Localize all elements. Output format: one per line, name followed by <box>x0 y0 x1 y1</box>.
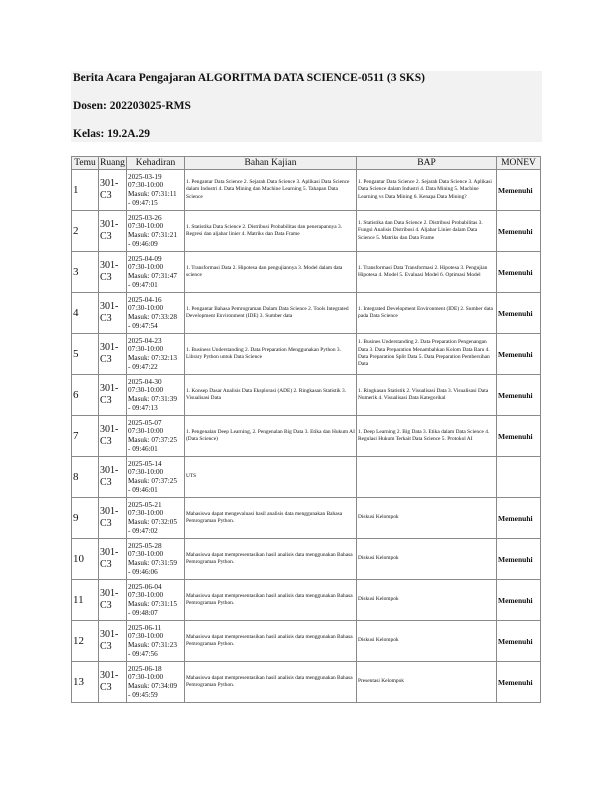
cell-temu <box>72 293 99 334</box>
topic-text: Mahasiswa dapat mempresentasikan hasil analisis data menggunakan Bahasa Pemrograman Python. <box>186 592 353 606</box>
meeting-number: 4 <box>73 307 79 319</box>
cell-monev <box>497 170 541 211</box>
bap-text: Diskusi Kelompok <box>358 555 399 562</box>
cell-kehadiran <box>127 170 185 211</box>
check-out-time: - 09:47:02 <box>128 526 158 535</box>
cell-kehadiran <box>127 457 185 498</box>
topic-text: Mahasiswa dapat mengevaluasi hasil analisis data menggunakan Bahasa Pemrograman Python. <box>186 510 343 524</box>
bap-text: Diskusi Kelompok <box>358 637 399 644</box>
room-code: 301-C3 <box>100 424 119 447</box>
cell-ruang <box>99 293 127 334</box>
check-out-time: - 09:46:06 <box>128 567 158 576</box>
col-header-ruang: Ruang <box>100 158 125 168</box>
bap-text: Presentasi Kelompok <box>358 678 404 685</box>
cell-bap <box>357 293 497 334</box>
room-code: 301-C3 <box>100 670 119 693</box>
cell-ruang <box>99 375 127 416</box>
meeting-number: 1 <box>73 184 79 196</box>
meeting-date: 2025-05-14 <box>128 459 162 468</box>
cell-bap <box>357 621 497 662</box>
topic-text: 1. Pengenalan Deep Learning, 2. Pengenalan Big Data 3. Etika dan Hukum AI (Data Science) <box>186 428 355 442</box>
cell-temu <box>72 621 99 662</box>
cell-monev <box>497 539 541 580</box>
check-out-time: - 09:47:22 <box>128 362 158 371</box>
cell-monev <box>497 662 541 703</box>
meeting-time: 07:30-10:00 <box>128 509 164 518</box>
meeting-number: 8 <box>73 471 79 483</box>
table-row <box>72 252 541 293</box>
cell-temu <box>72 457 99 498</box>
bap-text: 1. Busines Understanding 2. Data Preparation Pengenangan Data 3. Data Preparation Menambahkan Kolom Data Baru 4. Data Preparation Split Data 5. Data Preparation Pembersihan Data <box>358 339 490 368</box>
monev-status: Memenuhi <box>498 185 533 195</box>
meeting-date: 2025-04-23 <box>128 336 162 345</box>
cell-ruang <box>99 211 127 252</box>
cell-kehadiran <box>127 416 185 457</box>
cell-bap <box>357 662 497 703</box>
room-code: 301-C3 <box>100 260 119 283</box>
monev-status: Memenuhi <box>498 554 533 564</box>
check-out-time: - 09:47:13 <box>128 403 158 412</box>
meeting-date: 2025-05-07 <box>128 418 162 427</box>
check-in-time: Masuk: 07:37:25 <box>128 436 177 444</box>
col-header-bap: BAP <box>357 157 497 170</box>
monev-status: Memenuhi <box>498 349 533 359</box>
cell-ruang <box>99 621 127 662</box>
monev-status: Memenuhi <box>498 267 533 277</box>
meeting-date: 2025-03-19 <box>128 172 162 181</box>
topic-text: 1. Statistika Data Science 2. Distribusi Probabilitas dan penerapannya 3. Regresi dan aljabar linier 4. Matriks dan Data Frame <box>186 223 342 237</box>
monev-status: Memenuhi <box>498 595 533 605</box>
bap-text: 1. Deep Learning 2. Big Data 3. Etika dalam Data Science 4. Regulasi Hukum Terkait Data Science 5. Protokol AI <box>358 428 490 442</box>
cell-kehadiran <box>127 539 185 580</box>
check-out-time: - 09:48:07 <box>128 608 158 617</box>
cell-bahan-kajian <box>185 539 357 580</box>
topic-text: 1. Transformasi Data 2. Hipotesa dan pengujiannya 3. Model dalam data science <box>186 264 343 278</box>
cell-bahan-kajian <box>185 334 357 375</box>
cell-ruang <box>99 539 127 580</box>
cell-ruang <box>99 662 127 703</box>
cell-bahan-kajian <box>185 252 357 293</box>
col-header-bahan-kajian: Bahan Kajian <box>185 157 357 170</box>
attendance-table <box>71 156 541 703</box>
table-row <box>72 334 541 375</box>
check-out-time: - 09:47:56 <box>128 649 158 658</box>
document-header <box>71 71 542 142</box>
room-code: 301-C3 <box>100 178 119 201</box>
check-out-time: - 09:47:01 <box>128 280 158 289</box>
table-row <box>72 621 541 662</box>
col-header-temu: Temu <box>72 157 99 170</box>
cell-bap <box>357 580 497 621</box>
table-row <box>72 416 541 457</box>
check-in-time: Masuk: 07:31:59 <box>128 559 177 567</box>
table-row <box>72 457 541 498</box>
meeting-date: 2025-04-09 <box>128 254 162 263</box>
topic-text: 1. Pengantar Data Science 2. Sejarah Data Science 3. Aplikasi Data Science dalam Industri 4. Data Mining dan Machine Learning 5. Tahapan Data Science <box>186 178 350 200</box>
bap-text: Diskusi Kelompok <box>358 596 399 603</box>
table-row <box>72 580 541 621</box>
cell-ruang <box>99 580 127 621</box>
cell-kehadiran <box>127 211 185 252</box>
monev-status: Memenuhi <box>498 677 533 687</box>
cell-bahan-kajian <box>185 621 357 662</box>
check-in-time: Masuk: 07:31:47 <box>128 272 177 280</box>
meeting-time: 07:30-10:00 <box>128 386 164 395</box>
monev-status: Memenuhi <box>498 308 533 318</box>
cell-kehadiran <box>127 621 185 662</box>
cell-bap <box>357 375 497 416</box>
monev-status: Memenuhi <box>498 636 533 646</box>
room-code: 301-C3 <box>100 383 119 406</box>
cell-kehadiran <box>127 662 185 703</box>
cell-bahan-kajian <box>185 375 357 416</box>
meeting-number: 7 <box>73 430 79 442</box>
meeting-number: 11 <box>73 594 84 606</box>
meeting-number: 5 <box>73 348 79 360</box>
check-in-time: Masuk: 07:32:05 <box>128 518 177 526</box>
cell-kehadiran <box>127 375 185 416</box>
cell-ruang <box>99 498 127 539</box>
class-label: Kelas: 19.2A.29 <box>73 128 150 140</box>
col-header-kehadiran: Kehadiran <box>127 157 185 170</box>
cell-temu <box>72 580 99 621</box>
table-row <box>72 498 541 539</box>
bap-text: 1. Pengantar Data Science 2. Sejarah Data Science 3. Aplikasi Data Science dalam Industri 4. Data Mining 5. Machine Learning vs Data Mining 6. Kenapa Data Mining? <box>358 178 492 200</box>
cell-bap <box>357 170 497 211</box>
topic-text: 1. Business Understanding 2. Data Preparation Menggunakan Python 3. Library Python untuk Data Science <box>186 346 341 360</box>
cell-monev <box>497 498 541 539</box>
meeting-date: 2025-06-04 <box>128 582 162 591</box>
cell-temu <box>72 662 99 703</box>
cell-ruang <box>99 416 127 457</box>
cell-ruang <box>99 252 127 293</box>
room-code: 301-C3 <box>100 588 119 611</box>
meeting-number: 12 <box>73 635 84 647</box>
cell-ruang <box>99 170 127 211</box>
cell-bap <box>357 416 497 457</box>
meeting-date: 2025-04-30 <box>128 377 162 386</box>
meeting-number: 9 <box>73 512 79 524</box>
cell-ruang <box>99 457 127 498</box>
check-in-time: Masuk: 07:37:25 <box>128 477 177 485</box>
check-out-time: - 09:46:01 <box>128 485 158 494</box>
cell-bahan-kajian <box>185 211 357 252</box>
table-row <box>72 211 541 252</box>
cell-bahan-kajian <box>185 293 357 334</box>
cell-kehadiran <box>127 252 185 293</box>
table-row <box>72 170 541 211</box>
cell-temu <box>72 498 99 539</box>
cell-bap <box>357 334 497 375</box>
meeting-date: 2025-06-18 <box>128 664 162 673</box>
cell-monev <box>497 621 541 662</box>
meeting-time: 07:30-10:00 <box>128 427 164 436</box>
check-in-time: Masuk: 07:32:13 <box>128 354 177 362</box>
cell-kehadiran <box>127 498 185 539</box>
meeting-time: 07:30-10:00 <box>128 345 164 354</box>
meeting-time: 07:30-10:00 <box>128 632 164 641</box>
meeting-number: 3 <box>73 266 79 278</box>
cell-kehadiran <box>127 293 185 334</box>
meeting-number: 10 <box>73 553 84 565</box>
cell-kehadiran <box>127 334 185 375</box>
meeting-date: 2025-05-28 <box>128 541 162 550</box>
bap-text: 1. Integrated Development Environment (IDE) 2. Sumber data pada Data Science <box>358 305 493 319</box>
meeting-date: 2025-04-16 <box>128 295 162 304</box>
bap-text: 1. Ringkasan Statistik 2. Visualisasi Data 3. Visualisasi Data Numerik 4. Visualisasi Data Kategorikal <box>358 387 489 401</box>
meeting-number: 2 <box>73 225 79 237</box>
cell-monev <box>497 334 541 375</box>
room-code: 301-C3 <box>100 547 119 570</box>
check-in-time: Masuk: 07:31:21 <box>128 231 177 239</box>
room-code: 301-C3 <box>100 506 119 529</box>
cell-temu <box>72 211 99 252</box>
room-code: 301-C3 <box>100 465 119 488</box>
check-in-time: Masuk: 07:31:15 <box>128 600 177 608</box>
room-code: 301-C3 <box>100 629 119 652</box>
meeting-date: 2025-06-11 <box>128 623 162 632</box>
meeting-time: 07:30-10:00 <box>128 181 164 190</box>
cell-monev <box>497 416 541 457</box>
monev-status: Memenuhi <box>498 431 533 441</box>
topic-text: 1. Pengantar Bahasa Pemrograman Dalam Data Science 2. Tools Integrated Development Environment (IDE) 3. Sumber data <box>186 305 349 319</box>
meeting-time: 07:30-10:00 <box>128 550 164 559</box>
cell-bahan-kajian <box>185 416 357 457</box>
cell-bahan-kajian <box>185 662 357 703</box>
lecturer-label: Dosen: 202203025-RMS <box>73 100 191 112</box>
monev-status: Memenuhi <box>498 390 533 400</box>
cell-bap <box>357 457 497 498</box>
check-in-time: Masuk: 07:31:23 <box>128 641 177 649</box>
bap-text: 1. Transformasi Data Transformasi 2. Hipotesa 3. Pengujian Hipotesa 4. Model 5. Evaluasi Model 6. Optimasi Model <box>358 264 488 278</box>
cell-kehadiran <box>127 580 185 621</box>
cell-monev <box>497 580 541 621</box>
topic-text: Mahasiswa dapat mempresentasikan hasil analisis data menggunakan Bahasa Pemrograman Python. <box>186 551 353 565</box>
meeting-number: 6 <box>73 389 79 401</box>
monev-status: Memenuhi <box>498 226 533 236</box>
monev-status: Memenuhi <box>498 513 533 523</box>
cell-bap <box>357 539 497 580</box>
table-row <box>72 375 541 416</box>
check-in-time: Masuk: 07:33:28 <box>128 313 177 321</box>
cell-monev <box>497 211 541 252</box>
cell-bahan-kajian <box>185 457 357 498</box>
topic-text: Mahasiswa dapat mempresentasikan hasil analisis data menggunakan Bahasa Pemrograman Python. <box>186 674 353 688</box>
table-row <box>72 539 541 580</box>
room-code: 301-C3 <box>100 301 119 324</box>
room-code: 301-C3 <box>100 219 119 242</box>
document-title: Berita Acara Pengajaran ALGORITMA DATA SCIENCE-0511 (3 SKS) <box>73 72 425 84</box>
table-row <box>72 293 541 334</box>
cell-temu <box>72 170 99 211</box>
topic-text: 1. Konsep Dasar Analisis Data Eksplorasi (ADE) 2. Ringkasan Statistik 3. Visualisasi Data <box>186 387 347 401</box>
meeting-time: 07:30-10:00 <box>128 304 164 313</box>
check-in-time: Masuk: 07:31:39 <box>128 395 177 403</box>
check-out-time: - 09:46:09 <box>128 239 158 248</box>
meeting-date: 2025-05-21 <box>128 500 162 509</box>
topic-text: UTS <box>186 473 197 480</box>
cell-monev <box>497 293 541 334</box>
table-header-row <box>72 157 541 170</box>
cell-temu <box>72 539 99 580</box>
cell-bahan-kajian <box>185 170 357 211</box>
cell-temu <box>72 252 99 293</box>
room-code: 301-C3 <box>100 342 119 365</box>
check-in-time: Masuk: 07:31:11 <box>128 190 177 198</box>
meeting-number: 13 <box>73 676 84 688</box>
cell-monev <box>497 457 541 498</box>
meeting-time: 07:30-10:00 <box>128 591 164 600</box>
check-out-time: - 09:46:01 <box>128 444 158 453</box>
bap-text: 1. Statistika dan Data Science 2. Distribusi Probabilitas 3. Fungsi Analisis Distribusi 4. Aljabar Linier dalam Data Science 5. Matriks dan Data Frame <box>358 219 483 241</box>
cell-bap <box>357 211 497 252</box>
cell-bap <box>357 252 497 293</box>
cell-bahan-kajian <box>185 580 357 621</box>
check-in-time: Masuk: 07:34:09 <box>128 682 177 690</box>
cell-bap <box>357 498 497 539</box>
cell-monev <box>497 252 541 293</box>
check-out-time: - 09:47:15 <box>128 198 158 207</box>
meeting-date: 2025-03-26 <box>128 213 162 222</box>
cell-temu <box>72 416 99 457</box>
cell-temu <box>72 375 99 416</box>
table-row <box>72 662 541 703</box>
meeting-time: 07:30-10:00 <box>128 673 164 682</box>
check-out-time: - 09:47:54 <box>128 321 158 330</box>
meeting-time: 07:30-10:00 <box>128 222 164 231</box>
meeting-time: 07:30-10:00 <box>128 468 164 477</box>
col-header-monev: MONEV <box>497 157 541 170</box>
cell-ruang <box>99 334 127 375</box>
cell-monev <box>497 375 541 416</box>
check-out-time: - 09:45:59 <box>128 690 158 699</box>
bap-text: Diskusi Kelompok <box>358 514 399 521</box>
topic-text: Mahasiswa dapat mempresentasikan hasil analisis data menggunakan Bahasa Pemrograman Python. <box>186 633 353 647</box>
meeting-time: 07:30-10:00 <box>128 263 164 272</box>
cell-temu <box>72 334 99 375</box>
cell-bahan-kajian <box>185 498 357 539</box>
